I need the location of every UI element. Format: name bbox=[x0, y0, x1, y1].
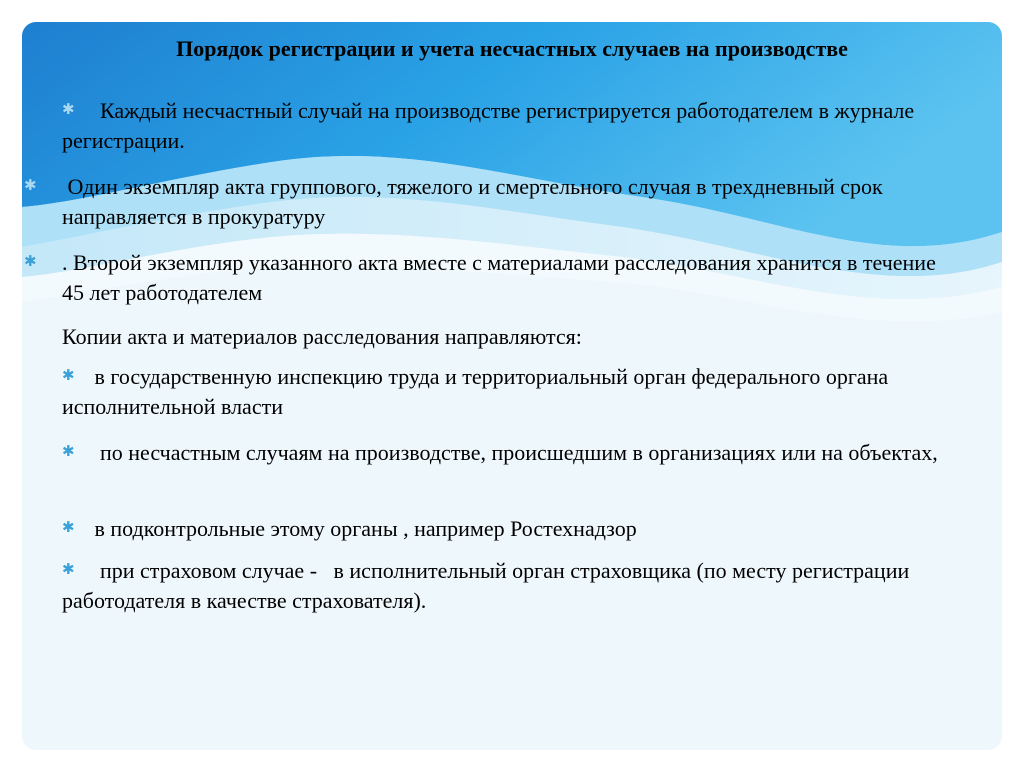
slide-body bbox=[22, 22, 1002, 750]
bullet-star-icon: ✱ bbox=[62, 100, 75, 118]
slide-title: Порядок регистрации и учета несчастных случаев на производстве bbox=[176, 36, 848, 61]
paragraph-8: при страховом случае - в исполнительный орган страховщика (по месту регистрации работодателя в качестве страхователя). bbox=[62, 558, 910, 613]
paragraph-3: . Второй экземпляр указанного акта вместе с материалами расследования хранится в течение 45 лет работодателем bbox=[62, 250, 936, 305]
paragraph-2: Один экземпляр акта группового, тяжелого и смертельного случая в трехдневный срок направляется в прокуратуру bbox=[62, 174, 883, 229]
paragraph-6: по несчастным случаям на производстве, происшедшим в организациях или на объектах, bbox=[78, 440, 938, 465]
bullet-star-icon: ✱ bbox=[24, 176, 37, 194]
paragraph-7: в подконтрольные этому органы , например Ростехнадзор bbox=[78, 516, 637, 541]
paragraph-4: Копии акта и материалов расследования направляются: bbox=[62, 324, 582, 349]
bullet-star-icon: ✱ bbox=[62, 366, 75, 384]
bullet-star-icon: ✱ bbox=[62, 442, 75, 460]
paragraph-5: в государственную инспекцию труда и территориальный орган федерального органа исполнительной власти bbox=[62, 364, 889, 419]
bullet-star-icon: ✱ bbox=[62, 560, 75, 578]
slide bbox=[22, 22, 1002, 750]
paragraph-1: Каждый несчастный случай на производстве регистрируется работодателем в журнале регистрации. bbox=[62, 98, 915, 153]
bullet-star-icon: ✱ bbox=[24, 252, 37, 270]
bullet-star-icon: ✱ bbox=[62, 518, 75, 536]
